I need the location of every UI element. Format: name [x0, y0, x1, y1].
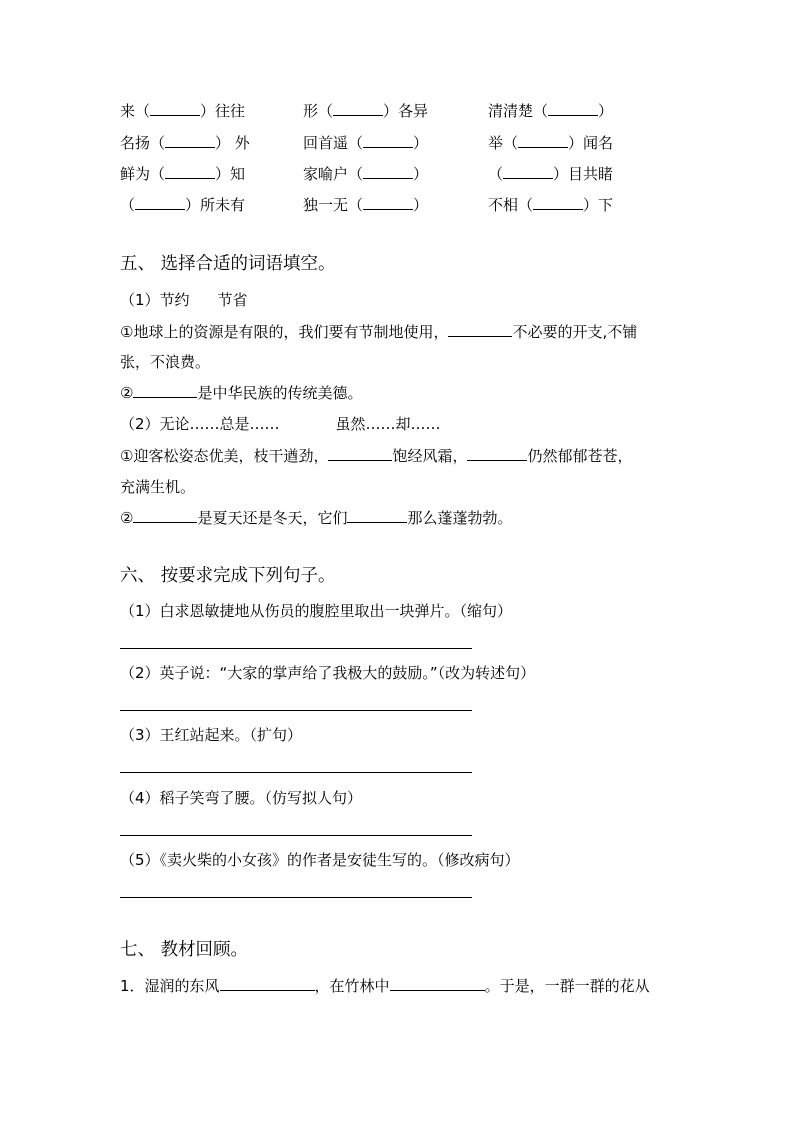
- idiom-item: （ ）所未有: [120, 196, 246, 214]
- answer-line[interactable]: [120, 772, 472, 773]
- fill-blank[interactable]: [467, 446, 527, 461]
- idiom-item: 形（ ）各异: [303, 102, 429, 120]
- section-7-title: 七、 教材回顾。: [120, 940, 249, 960]
- idiom-blank[interactable]: [363, 133, 413, 148]
- idiom-item: 独一无（ ）: [303, 196, 429, 214]
- idiom-blank[interactable]: [165, 133, 215, 148]
- section-6-title: 六、 按要求完成下列句子。: [120, 566, 336, 586]
- idiom-blank[interactable]: [503, 164, 553, 179]
- s6-item-1: （1）白求恩敏捷地从伤员的腹腔里取出一块弹片。（缩句）: [120, 602, 513, 620]
- s5-q1-sentence-1: ①地球上的资源是有限的，我们要有节制地使用， 不必要的开支,不铺: [120, 323, 638, 341]
- idiom-item: 鲜为（ ）知: [120, 165, 246, 183]
- answer-line[interactable]: [120, 835, 472, 836]
- idiom-item: （ ）目共睹: [488, 165, 614, 183]
- s5-q2-options: （2）无论……总是…… 虽然……却……: [120, 415, 441, 433]
- section-5-title: 五、 选择合适的词语填空。: [120, 254, 336, 274]
- fill-blank[interactable]: [390, 976, 485, 991]
- answer-line[interactable]: [120, 897, 472, 898]
- fill-blank[interactable]: [347, 508, 407, 523]
- idiom-blank[interactable]: [165, 164, 215, 179]
- s7-q1: 1．湿润的东风 ，在竹林中 。于是，一群一群的花从: [120, 977, 650, 995]
- s6-item-3: （3）王红站起来。（扩句）: [120, 726, 303, 744]
- idiom-blank[interactable]: [333, 101, 383, 116]
- idiom-blank[interactable]: [533, 195, 583, 210]
- s5-q1-options: （1）节约 节省: [120, 291, 248, 309]
- fill-blank[interactable]: [328, 446, 392, 461]
- idiom-blank[interactable]: [363, 164, 413, 179]
- s5-q2-sentence-1-cont: 充满生机。: [120, 478, 196, 496]
- idiom-blank[interactable]: [363, 195, 413, 210]
- idiom-item: 不相（ ）下: [488, 196, 614, 214]
- s5-q2-sentence-2: ② 是夏天还是冬天，它们 那么蓬蓬勃勃。: [120, 509, 513, 527]
- fill-blank[interactable]: [448, 322, 512, 337]
- idiom-blank[interactable]: [135, 195, 185, 210]
- idiom-blank[interactable]: [150, 101, 200, 116]
- idiom-blank[interactable]: [518, 133, 568, 148]
- idiom-item: 家喻户（ ）: [303, 165, 429, 183]
- idiom-item: 名扬（ ） 外: [120, 134, 250, 152]
- idiom-item: 清清楚（ ）: [488, 102, 614, 120]
- answer-line[interactable]: [120, 648, 472, 649]
- s5-q1-sentence-2: ② 是中华民族的传统美德。: [120, 384, 363, 402]
- idiom-item: 回首遥（ ）: [303, 134, 429, 152]
- s6-item-2: （2）英子说：“大家的掌声给了我极大的鼓励。”（改为转述句）: [120, 664, 536, 682]
- idiom-item: 举（ ）闻名: [488, 134, 614, 152]
- fill-blank[interactable]: [220, 976, 315, 991]
- answer-line[interactable]: [120, 710, 472, 711]
- s5-q2-sentence-1: ①迎客松姿态优美，枝干遒劲， 饱经风霜， 仍然郁郁苍苍，: [120, 447, 633, 465]
- s5-q1-sentence-1-cont: 张，不浪费。: [120, 353, 211, 371]
- s6-item-5: （5）《卖火柴的小女孩》的作者是安徒生写的。（修改病句）: [120, 851, 520, 869]
- idiom-blank[interactable]: [548, 101, 598, 116]
- fill-blank[interactable]: [133, 383, 197, 398]
- idiom-item: 来（ ）往往: [120, 102, 246, 120]
- s6-item-4: （4）稻子笑弯了腰。（仿写拟人句）: [120, 789, 363, 807]
- fill-blank[interactable]: [133, 508, 197, 523]
